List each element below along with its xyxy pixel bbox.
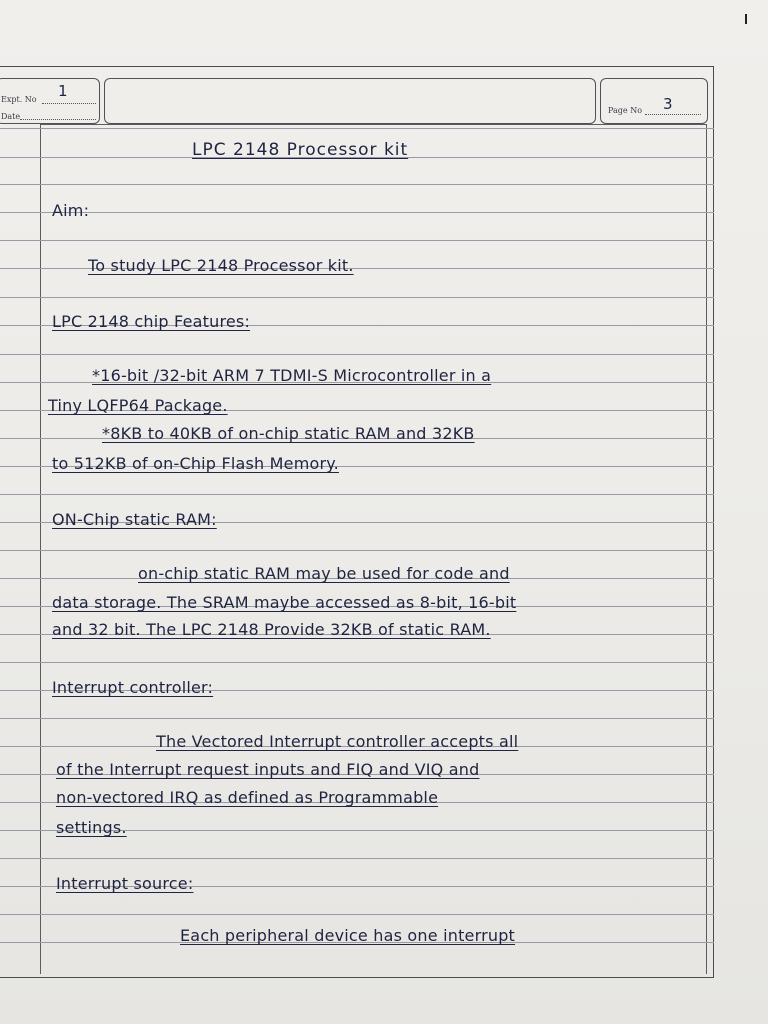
header-middle-box [104,78,596,124]
aim-text: To study LPC 2148 Processor kit. [88,256,354,275]
features-heading: LPC 2148 chip Features: [52,312,251,331]
expt-no-label: Expt. No [1,95,37,104]
ram-heading: ON-Chip static RAM: [52,510,217,529]
ruled-line [0,662,714,663]
page-title: LPC 2148 Processor kit [192,140,409,160]
src-line-1: Each peripheral device has one interrupt [180,926,516,945]
page-no-value: 3 [663,95,673,113]
ic-line-4: settings. [56,818,127,837]
feature-2-line-1: *8KB to 40KB of on-chip static RAM and 32KB [102,424,475,443]
feature-2-line-2: to 512KB of on-Chip Flash Memory. [52,454,339,473]
margin-mark [745,14,747,24]
ruled-line [0,297,714,298]
writing-area-border [40,124,707,974]
page-no-line [645,114,701,115]
ruled-line [0,240,714,241]
feature-1-line-2: Tiny LQFP64 Package. [48,396,228,415]
ram-line-2: data storage. The SRAM maybe accessed as 8-bit, 16-bit [52,593,517,612]
page-no-box [600,78,708,124]
ruled-line [0,718,714,719]
date-label: Date [1,112,21,121]
expt-no-line [42,103,96,104]
ruled-line [0,494,714,495]
ic-heading: Interrupt controller: [52,678,214,697]
ruled-line [0,354,714,355]
ruled-line [0,184,714,185]
ic-line-2: of the Interrupt request inputs and FIQ and VIQ and [56,760,480,779]
date-line [20,119,96,120]
ruled-line [0,212,714,213]
ruled-line [0,550,714,551]
ruled-line [0,128,714,129]
src-heading: Interrupt source: [56,874,194,893]
expt-no-value: 1 [58,82,68,100]
ruled-line [0,858,714,859]
ic-line-1: The Vectored Interrupt controller accepts all [156,732,519,751]
ic-line-3: non-vectored IRQ as defined as Programmable [56,788,439,807]
feature-1-line-1: *16-bit /32-bit ARM 7 TDMI-S Microcontroller in a [92,366,492,385]
ram-line-3: and 32 bit. The LPC 2148 Provide 32KB of static RAM. [52,620,491,639]
ruled-line [0,914,714,915]
aim-heading: Aim: [52,201,90,220]
page-no-label: Page No [608,106,643,115]
ram-line-1: on-chip static RAM may be used for code and [138,564,510,583]
